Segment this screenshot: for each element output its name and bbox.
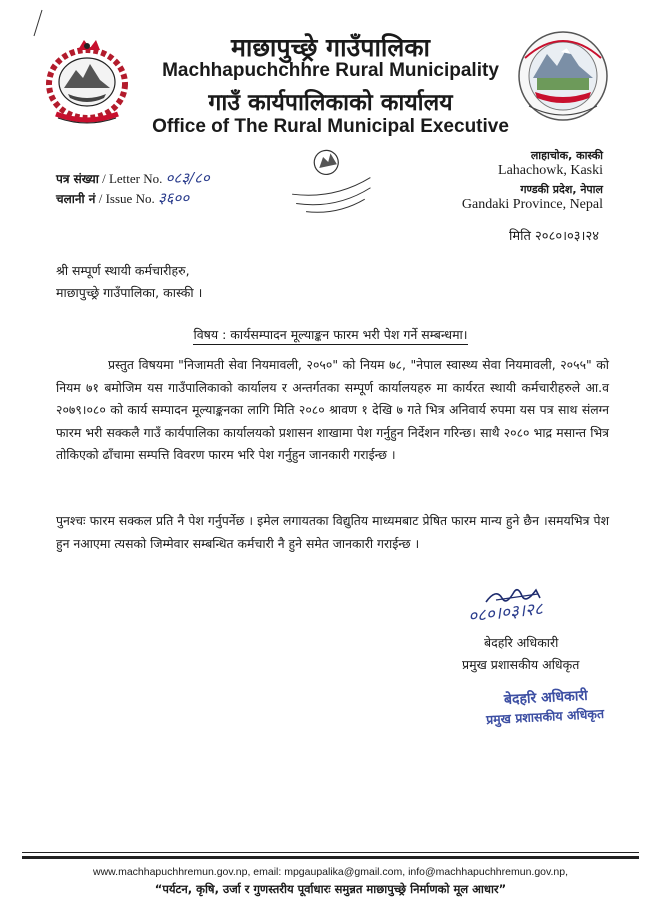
address-line1-nepali: लाहाचोक, कास्की — [530, 149, 603, 162]
subject-line — [0, 326, 661, 343]
municipality-name-nepali: माछापुच्छ्रे गाउँपालिका — [230, 33, 431, 62]
subject-text: विषय : कार्यसम्पादन मूल्याङ्कन फारम भरी पेश गर्ने सम्बन्धमा। — [193, 327, 467, 345]
letter-label-ne: पत्र संख्या — [56, 172, 99, 186]
recipient-line1: श्री सम्पूर्ण स्थायी कर्मचारीहरु, — [56, 263, 190, 278]
body-text — [56, 354, 609, 467]
address-line1-english: Lahachowk, Kaski — [498, 163, 603, 178]
issue-number — [56, 188, 189, 208]
signatory-title: प्रमुख प्रशासकीय अधिकृत — [462, 657, 580, 672]
office-name-nepali: गाउँ कार्यपालिकाको कार्यालय — [208, 90, 453, 116]
body-paragraph-1: प्रस्तुत विषयमा "निजामती सेवा नियमावली, २०५०" को नियम ७८, "नेपाल स्वास्थ्य सेवा नियमावली, २०५५" को नियम ७१ बमोजिम यस गाउँपालिकाको कार्यालय र अन्तर्गतका सम्पूर्ण कार्यालयहरु मा कार्यरत स्थायी कर्मचारीहरुले आ.व २०७९।०८० को कार्य सम्पादन मूल्याङ्कनका लागि मिति २०८० श्रावण १ देखि ७ गते भित्र अनिवार्य रुपमा यस पत्र साथ संलग्न फारम भरी सक्कलै गाउँ कार्यपालिका कार्यालयको प्रशासन शाखामा पेश गर्नुहुन निर्देशन गरिन्छ। साथै २०८० भाद्र मसान्त भित्र तोकिएको ढाँचामा सम्पत्ति विवरण फारम भरि पेश गर्नुहुन जानकारी गराईन्छ । — [56, 357, 609, 462]
office-name-english: Office of The Rural Municipal Executive — [152, 116, 509, 137]
letter-number — [56, 168, 210, 188]
issue-label-ne: चलानी नं — [56, 192, 96, 206]
issue-number-value: ३६०० — [157, 189, 190, 207]
signatory-name: बेदहरि अधिकारी — [484, 635, 559, 650]
stamp-signatory-title: प्रमुख प्रशासकीय अधिकृत — [485, 705, 605, 728]
recipient-line2: माछापुच्छ्रे गाउँपालिका, कास्की । — [56, 285, 203, 300]
footer-slogan: “पर्यटन, कृषि, उर्जा र गुणस्तरीय पूर्वाधारः समुन्नत माछापुच्छ्रे निर्माणको मूल आधार” — [154, 882, 507, 896]
letter-label-en: / Letter No. — [102, 171, 163, 186]
office-stamp — [280, 140, 380, 220]
issue-label-en: / Issue No. — [98, 191, 155, 206]
postscript-text: पुनश्चः फारम सक्कल प्रति नै पेश गर्नुपर्नेछ । इमेल लगायतका विद्युतिय माध्यमबाट प्रेषित फारम मान्य हुने छैन ।समयभित्र पेश हुन नआएमा त्यसको जिम्मेवार सम्बन्धित कर्मचारी नै हुने समेत जानकारी गराईन्छ । — [56, 513, 609, 551]
footer-contact: www.machhapuchhremun.gov.np, email: mpgaupalika@gmail.com, info@machhapuchhremun.gov.np, — [92, 866, 568, 878]
municipality-name-english: Machhapuchchhre Rural Municipality — [162, 60, 499, 81]
footer-divider-thin — [22, 852, 639, 853]
footer-divider-thick — [22, 856, 639, 859]
stamp-signatory-name: बेदहरि अधिकारी — [503, 687, 589, 709]
address-line2-nepali: गण्डकी प्रदेश, नेपाल — [520, 183, 603, 196]
signature-date: ०८०।०३।२८ — [467, 599, 544, 627]
letter-number-value: ०८३/८० — [165, 169, 210, 187]
letter-date: मिति २०८०।०३।२४ — [509, 229, 599, 244]
address-line2-english: Gandaki Province, Nepal — [461, 197, 603, 212]
